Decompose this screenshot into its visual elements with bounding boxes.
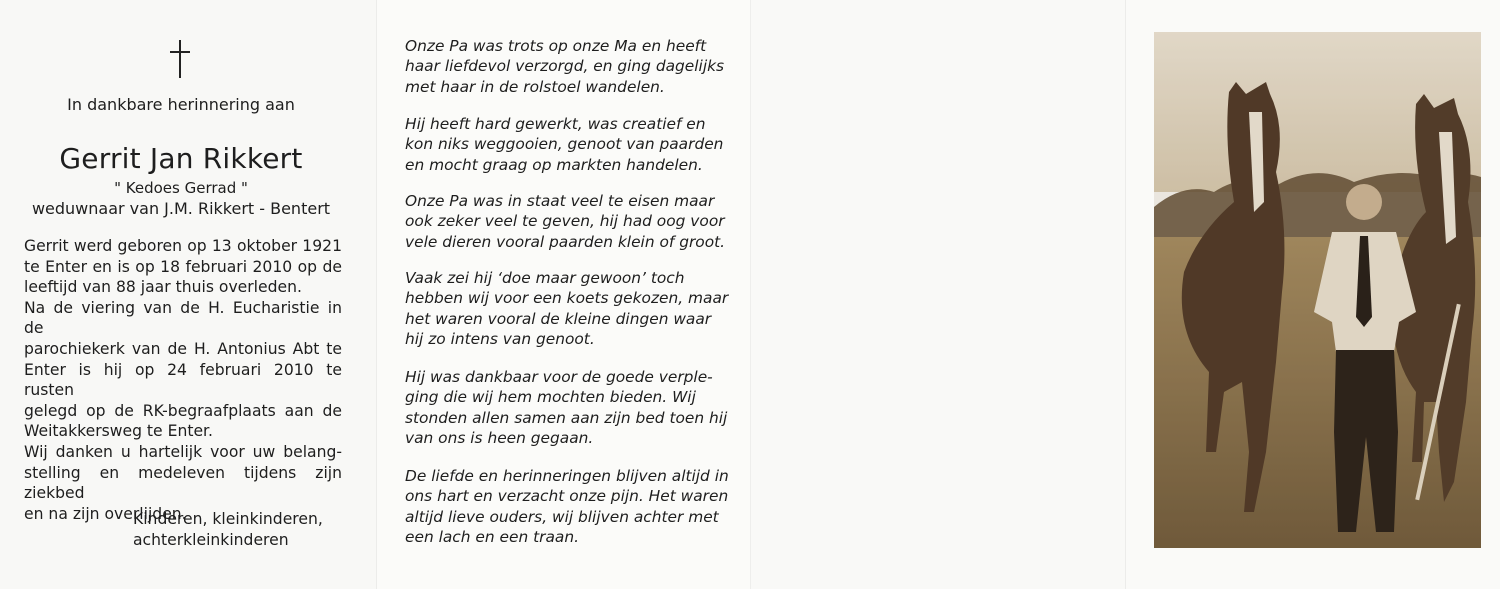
stanza-line: met haar in de rolstoel wandelen.	[405, 77, 665, 96]
bio-line: Enter is hij op 24 februari 2010 te rusten	[24, 360, 342, 400]
stanza-line: Vaak zei hij ‘doe maar gewoon’ toch	[405, 269, 685, 287]
stanza	[405, 114, 725, 175]
stanza-line: ons hart en verzacht onze pijn. Het waren	[405, 487, 729, 506]
stanza-line: Onze Pa was trots op onze Ma en heeft	[405, 37, 707, 55]
stanza-line: haar liefdevol verzorgd, en ging dagelijks	[405, 57, 725, 76]
stanza-line: Hij heeft hard gewerkt, was creatief en	[405, 115, 706, 133]
family-line: achterkleinkinderen	[133, 531, 289, 549]
stanza	[405, 36, 725, 97]
bio-line: leeftijd van 88 jaar thuis overleden.	[24, 278, 302, 297]
bio-line: Gerrit werd geboren op 13 oktober 1921	[24, 237, 342, 255]
stanza	[405, 268, 729, 350]
bio-line: Wij danken u hartelijk voor uw belang-	[24, 442, 342, 461]
stanza-line: een lach en een traan.	[405, 528, 579, 547]
intro-text: In dankbare herinnering aan	[67, 95, 295, 114]
stanza	[405, 367, 728, 449]
stanza-line: altijd lieve ouders, wij blijven achter met	[405, 507, 719, 526]
bio-line: parochiekerk van de H. Antonius Abt te	[24, 339, 342, 358]
biography	[24, 236, 342, 524]
stanza-line: Hij was dankbaar voor de goede verple-	[405, 368, 713, 386]
stanza-line: hij zo intens van genoot.	[405, 330, 595, 349]
stanza	[405, 466, 729, 548]
stanza-line: hebben wij voor een koets gekozen, maar	[405, 289, 729, 308]
portrait-photo-icon	[1154, 32, 1481, 548]
stanza-line: van ons is heen gegaan.	[405, 429, 594, 448]
nickname: " Kedoes Gerrad "	[114, 179, 248, 197]
stanza-line: en mocht graag op markten handelen.	[405, 155, 703, 174]
widower-line: weduwnaar van J.M. Rikkert - Bentert	[31, 199, 331, 218]
stanza-line: ook zeker veel te geven, hij had oog voor	[405, 212, 725, 231]
stanza-line: het waren vooral de kleine dingen waar	[405, 309, 712, 328]
family-signature	[133, 509, 323, 551]
stanza-line: ging die wij hem mochten bieden. Wij	[405, 388, 696, 407]
cross-icon	[168, 40, 192, 80]
stanza-line: stonden allen samen aan zijn bed toen hij	[405, 408, 728, 427]
bio-line: gelegd op de RK-begraafplaats aan de	[24, 401, 342, 420]
stanza-line: kon niks weggooien, genoot van paarden	[405, 135, 724, 154]
deceased-name: Gerrit Jan Rikkert	[59, 142, 303, 175]
bio-line: en na zijn overlijden.	[24, 504, 187, 523]
stanza-line: Onze Pa was in staat veel te eisen maar	[405, 192, 715, 210]
middle-panel	[376, 0, 751, 589]
bio-line: Weitakkersweg te Enter.	[24, 422, 213, 441]
family-line: Kinderen, kleinkinderen,	[133, 510, 323, 528]
stanza	[405, 191, 725, 252]
blank-panel	[750, 0, 1126, 589]
bio-line: te Enter en is op 18 februari 2010 op de	[24, 257, 342, 276]
stanza-line: De liefde en herinneringen blijven altijd in	[405, 467, 729, 485]
bio-line: Na de viering van de H. Eucharistie in de	[24, 298, 342, 338]
photo-panel	[1125, 0, 1500, 589]
stanza-line: vele dieren vooral paarden klein of groot.	[405, 232, 726, 251]
left-panel	[0, 0, 376, 589]
bio-line: stelling en medeleven tijdens zijn ziekbed	[24, 463, 342, 503]
